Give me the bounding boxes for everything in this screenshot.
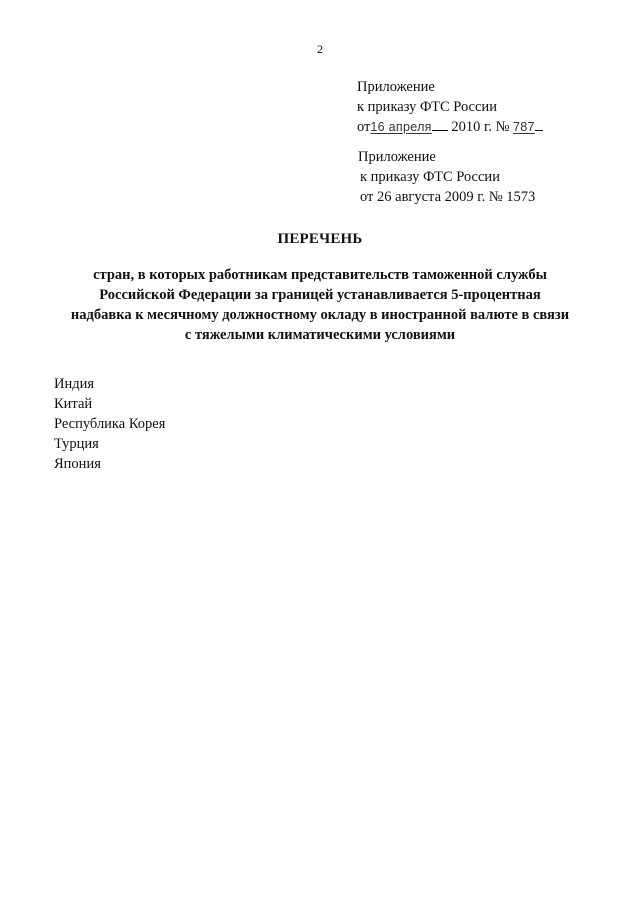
number-blank-line [535,118,543,131]
subtitle-line: с тяжелыми климатическими условиями [184,327,456,343]
country-list [54,374,165,474]
subtitle-line: надбавка к месячному должностному окладу в иностранной валюте в связи [70,307,570,323]
country-item: Турция [54,436,99,452]
appendix-order-ref: к приказу ФТС России [357,99,497,115]
country-item: Республика Корея [54,416,166,432]
country-item: Китай [54,396,93,412]
subtitle-line: стран, в которых работникам представительств таможенной службы [93,267,547,283]
appendix-order-ref: к приказу ФТС России [360,169,500,185]
subtitle-line: Российской Федерации за границей устанавливается 5-процентная [99,287,541,303]
date-prefix: от [357,119,371,135]
appendix-date-line [357,117,543,137]
date-blank-line [432,118,448,131]
handwritten-day-month: 16 апреля [370,120,432,134]
document-title: ПЕРЕЧЕНЬ [277,231,363,247]
page-number: 2 [317,42,323,56]
appendix-heading: Приложение [357,79,435,95]
country-item: Япония [54,456,101,472]
appendix-date-line: от 26 августа 2009 г. № 1573 [360,189,536,205]
country-item: Индия [54,376,95,392]
appendix-heading: Приложение [358,149,436,165]
handwritten-order-number: 787 [513,120,535,134]
date-year-number: 2010 г. № [451,119,510,135]
appendix-current-order [357,77,543,137]
document-subtitle [40,265,600,345]
appendix-previous-order [358,147,535,207]
